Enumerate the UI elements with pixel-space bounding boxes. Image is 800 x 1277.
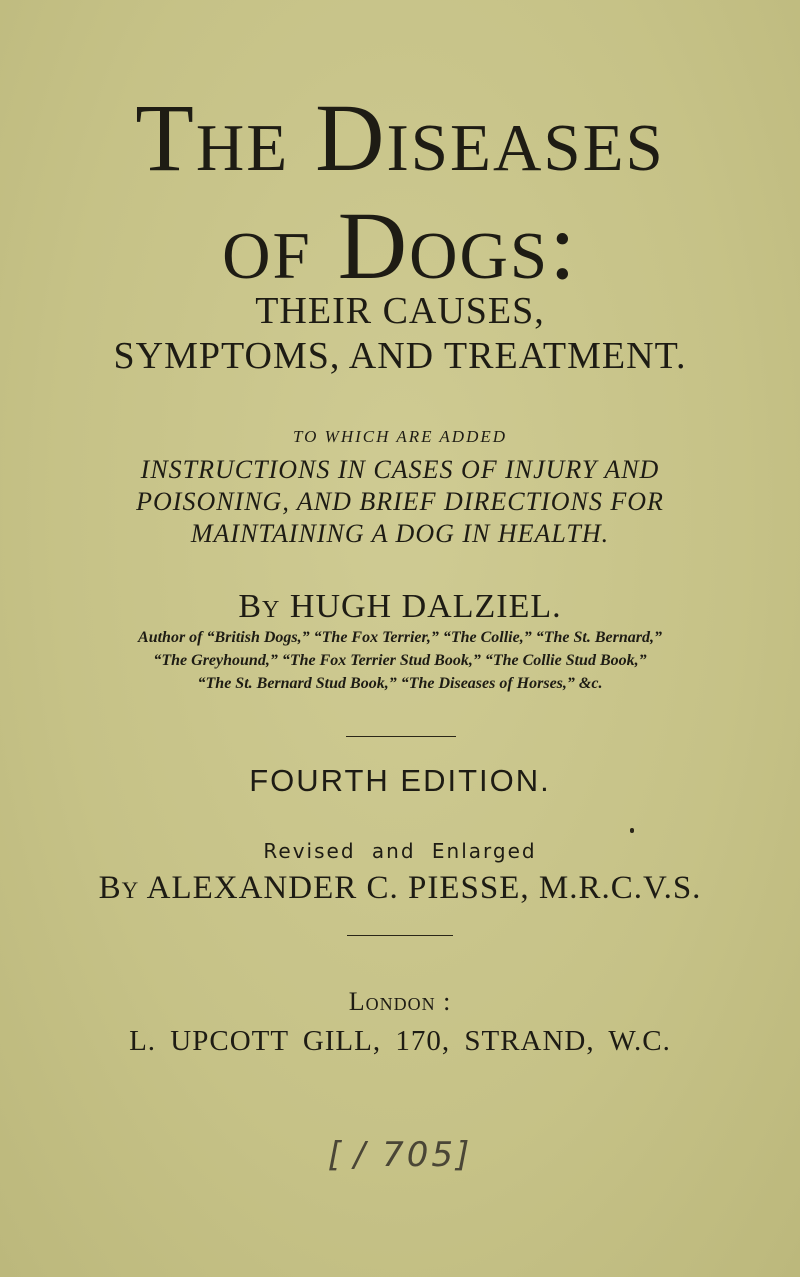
author-works-line-1: Author of “British Dogs,” “The Fox Terrier,” “The Collie,” “The St. Bernard,”: [138, 629, 662, 646]
added-line-2: POISONING, AND BRIEF DIRECTIONS FOR: [136, 487, 664, 516]
author-works-line-2: “The Greyhound,” “The Fox Terrier Stud Book,” “The Collie Stud Book,”: [153, 652, 647, 669]
revision-note: Revised and Enlarged: [263, 839, 537, 863]
subtitle-line-1: THEIR CAUSES,: [255, 290, 545, 332]
author-by: By: [238, 588, 281, 625]
subtitle-line-2: SYMPTOMS, AND TREATMENT.: [113, 335, 687, 377]
author-byline: [0, 587, 800, 627]
added-intro: TO WHICH ARE ADDED: [292, 427, 508, 446]
reviser-name: ALEXANDER C. PIESSE, M.R.C.V.S.: [146, 870, 702, 906]
reviser-byline: [0, 868, 800, 908]
author-name: HUGH DALZIEL.: [289, 588, 562, 625]
book-title-line-1: The Diseases: [135, 84, 665, 191]
reviser-by: By: [98, 870, 140, 906]
edition-label: FOURTH EDITION.: [249, 763, 551, 798]
added-line-3: MAINTAINING A DOG IN HEALTH.: [190, 519, 610, 548]
handwritten-shelfmark: [ / 705]: [327, 1135, 473, 1175]
ink-fleck: [630, 828, 634, 833]
book-title-line-2: of Dogs:: [222, 192, 578, 299]
divider-rule: [347, 935, 453, 936]
imprint-city: London :: [348, 987, 452, 1016]
imprint-publisher: L. UPCOTT GILL, 170, STRAND, W.C.: [129, 1025, 671, 1057]
divider-rule: [346, 736, 456, 737]
author-works-line-3: “The St. Bernard Stud Book,” “The Diseases of Horses,” &c.: [197, 675, 603, 692]
added-line-1: INSTRUCTIONS IN CASES OF INJURY AND: [140, 455, 660, 484]
